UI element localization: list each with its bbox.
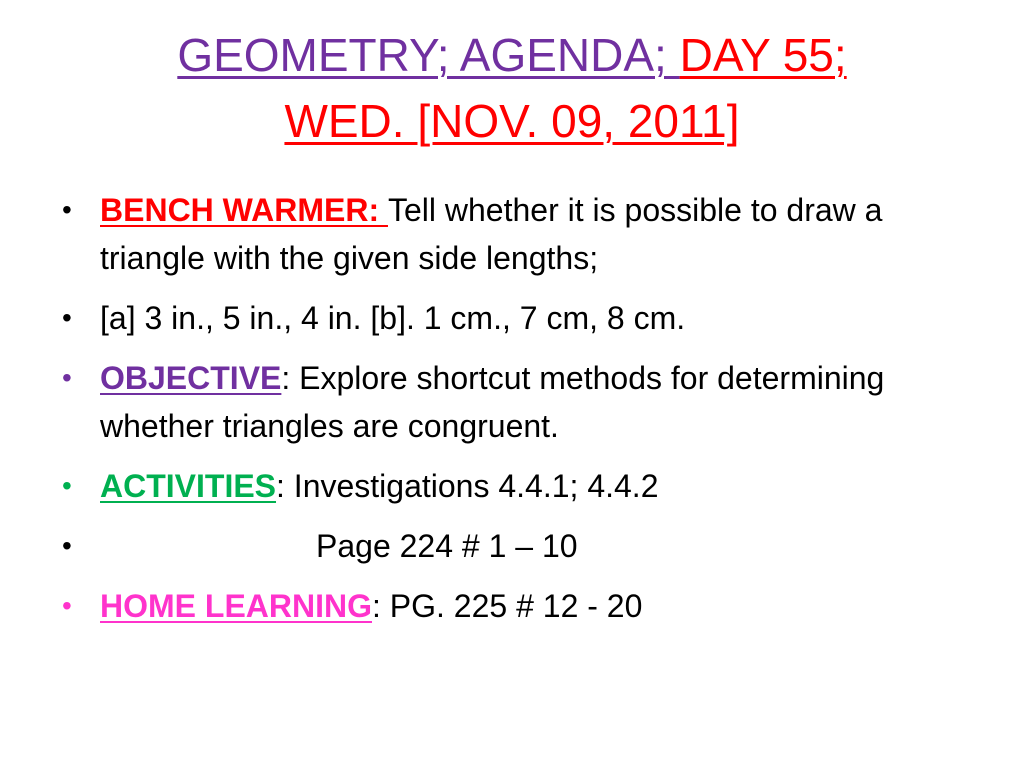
bullet-icon: • [62, 590, 72, 621]
title-part-day: DAY 55; [679, 29, 847, 81]
list-item-page-assignment [62, 522, 982, 570]
home-learning-keyword: HOME LEARNING [100, 588, 372, 624]
activities-text: : Investigations 4.4.1; 4.4.2 [276, 468, 659, 504]
list-item-objective [62, 354, 982, 450]
objective-text: : Explore shortcut methods for determining whether triangles are congruent. [100, 360, 885, 444]
activities-keyword: ACTIVITIES [100, 468, 277, 504]
side-lengths-text: [a] 3 in., 5 in., 4 in. [b]. 1 cm., 7 cm, 8 cm. [100, 300, 686, 336]
list-item-home-learning [62, 582, 982, 630]
list-item-side-lengths [62, 294, 982, 342]
title-part-date: WED. [NOV. 09, 2011] [284, 95, 740, 147]
bullet-icon: • [62, 302, 72, 333]
list-item-bench-warmer [62, 186, 982, 282]
bullet-icon: • [62, 530, 72, 561]
slide-title [40, 22, 984, 154]
title-part-course: GEOMETRY; AGENDA; [177, 29, 680, 81]
home-learning-text: : PG. 225 # 12 - 20 [372, 588, 643, 624]
objective-keyword: OBJECTIVE [100, 360, 282, 396]
bench-warmer-text: Tell whether it is possible to draw a triangle with the given side lengths; [100, 192, 883, 276]
bullet-icon: • [62, 470, 72, 501]
bullet-icon: • [62, 194, 72, 225]
bench-warmer-keyword: BENCH WARMER: [100, 192, 388, 228]
list-item-activities [62, 462, 982, 510]
bullet-icon: • [62, 362, 72, 393]
agenda-list [62, 186, 982, 642]
page-assignment-text: Page 224 # 1 – 10 [316, 528, 578, 564]
